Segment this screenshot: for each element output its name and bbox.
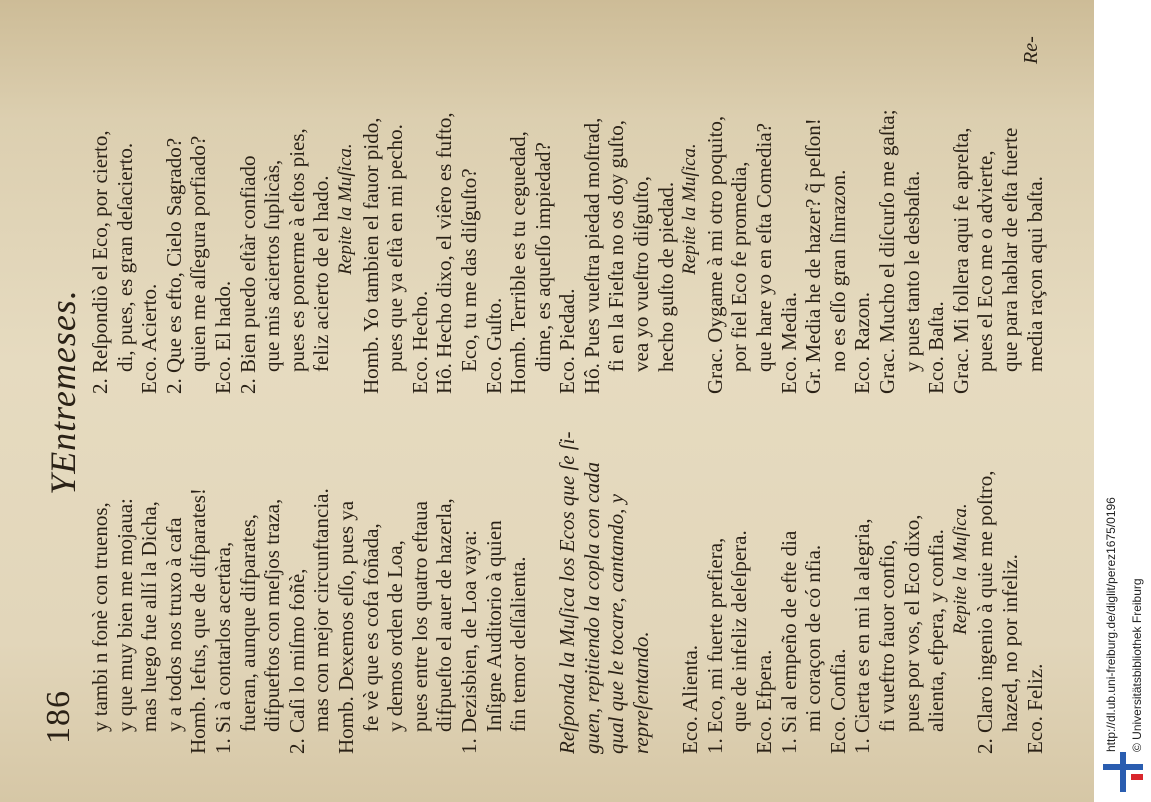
text-line: Homb. Dexemos eſſo, pues ya bbox=[333, 500, 358, 754]
text-line: Homb. Terrible es tu ceguedad, bbox=[506, 131, 531, 394]
text-line: 2. Claro ingenio à quie me poſtro, bbox=[973, 470, 998, 754]
page-header bbox=[10, 0, 100, 802]
text-line: pues que ya eſtà en mi pecho. bbox=[383, 124, 408, 372]
text-line: 1. Si al empeño de efte dia bbox=[776, 530, 801, 754]
text-line: Gr. Media he de hazer? q̃ peſſon! bbox=[801, 118, 826, 394]
text-line: vea yo vueſtro diſguſto, bbox=[629, 176, 654, 372]
text-line: Eco. Alienta. bbox=[678, 644, 703, 754]
text-line: 1. Eco, mi fuerte prefiera, bbox=[702, 537, 727, 754]
text-line: Eco. Confia. bbox=[825, 648, 850, 754]
left-text-column bbox=[88, 384, 1047, 754]
text-line: y pues tanto le desbaſta. bbox=[899, 170, 924, 372]
copyright-notice: © Universitätsbibliothek Freiburg bbox=[1130, 578, 1144, 752]
text-line: hecho guſto de piedad. bbox=[653, 181, 678, 372]
text-line: di, pues, es gran deſacierto. bbox=[112, 142, 137, 372]
text-line: Hô. Hecho dixo, el viêro es fufto, bbox=[432, 112, 457, 394]
text-line: pues entre los quatro eftaua bbox=[407, 501, 432, 732]
running-head: YEntremeses. bbox=[43, 289, 83, 495]
text-line: Eco. Acierto. bbox=[137, 283, 162, 394]
text-line: quien me aſſegura porfiado? bbox=[186, 135, 211, 372]
text-line: Grac. Oygame à mi otro poquito, bbox=[702, 115, 727, 394]
text-line: mi coraçon de có nfia. bbox=[801, 544, 826, 732]
text-line: Hô. Pues vueſtra piedad moſtrad, bbox=[579, 117, 604, 394]
text-line: pues por vos, el Eco dixo, bbox=[899, 514, 924, 732]
text-line: Eco. Media. bbox=[776, 291, 801, 394]
text-line: 1. Si à contarlos acertàra, bbox=[210, 541, 235, 754]
text-line: y a todos nos truxo à cafa bbox=[161, 517, 186, 732]
page-number: 186 bbox=[40, 690, 77, 744]
text-line: Repite la Muſica. bbox=[949, 503, 971, 635]
text-line: feliz acierto de el hado. bbox=[309, 175, 334, 372]
text-line: fi en la Fieſta no os doy guſto, bbox=[604, 120, 629, 372]
text-line: fe vè que es cofa foñada, bbox=[358, 523, 383, 732]
text-line: Homb. Yo tambien el fauor pido, bbox=[358, 117, 383, 394]
text-line: pues el Eco me o advierte, bbox=[973, 150, 998, 372]
text-line: Repite la Muſica. bbox=[679, 143, 701, 275]
text-line: Eco. Guſto. bbox=[481, 297, 506, 394]
text-line: que para hablar de eſta fuerte bbox=[997, 127, 1022, 372]
text-line: Eco. Hecho. bbox=[407, 290, 432, 394]
text-line: hazed, no por infeliz. bbox=[997, 554, 1022, 732]
text-line: y que muy bien me mojaua: bbox=[112, 498, 137, 732]
source-url[interactable]: http://dl.ub.uni-freiburg.de/diglit/perez1675/0196 bbox=[1104, 497, 1118, 752]
text-line: que hare yo en eſta Comedia? bbox=[752, 123, 777, 372]
text-line: Eco. Feliz. bbox=[1022, 663, 1047, 754]
text-line: Eco. Razon. bbox=[850, 291, 875, 394]
text-line: mas luego fue allí la Dicha, bbox=[137, 501, 162, 732]
text-line bbox=[531, 384, 556, 754]
text-line: mas con mejor circunftancia. bbox=[309, 488, 334, 732]
text-line: 2. Reſpondiò el Eco, por cierto, bbox=[88, 130, 112, 394]
text-line: que de infeliz deſeſpera. bbox=[727, 530, 752, 732]
text-line: Eco. Piedad. bbox=[555, 288, 580, 394]
library-logo-icon bbox=[1103, 752, 1143, 792]
text-line: y demos orden de Loa, bbox=[383, 540, 408, 732]
text-line: fin temor deſſalienta. bbox=[506, 556, 531, 732]
text-line: repreſentando. bbox=[629, 631, 654, 754]
text-line: Eco, tu me das diſguſto? bbox=[456, 168, 481, 372]
text-line: Eco. Baſta. bbox=[924, 301, 949, 394]
text-line bbox=[654, 384, 679, 754]
text-line: que mis aciertos ſuplicàs, bbox=[260, 159, 285, 372]
text-line: alienta, efpera, y confia. bbox=[924, 529, 949, 732]
catchword: Re- bbox=[1020, 36, 1042, 64]
text-line: y tambi n fonè con truenos, bbox=[88, 502, 112, 732]
text-line: Inſigne Auditorio à quien bbox=[481, 520, 506, 732]
right-text-column bbox=[88, 24, 1047, 394]
text-line: Reſponda la Muſica los Ecos que ſe ſi- bbox=[555, 431, 580, 754]
text-line: Homb. Iefus, que de difparates! bbox=[186, 488, 211, 754]
text-line: dime, es aqueſſo impiedad? bbox=[530, 142, 555, 372]
text-line: 2. Que es efto, Cielo Sagrado? bbox=[161, 137, 186, 394]
text-line: por fiel Eco fe promedia, bbox=[727, 161, 752, 372]
text-line: Grac. Mi follera aqui fe apreſta, bbox=[948, 127, 973, 394]
text-line: Grac. Mucho el diſcurſo me gaſta; bbox=[875, 109, 899, 394]
text-line: difpueftos con meſjos traza, bbox=[260, 498, 285, 732]
text-line: Repite la Muſica. bbox=[334, 143, 356, 275]
text-line: Eco. Efpera. bbox=[752, 649, 777, 754]
text-line: fueran, aunque difparates, bbox=[235, 513, 260, 732]
text-line: difpueſto el auer de hazerla, bbox=[432, 498, 457, 732]
text-line: no es eſſo gran ſinrazon. bbox=[825, 169, 850, 372]
text-line: 1. Cierta es en mi la alegria, bbox=[850, 518, 875, 754]
text-line: guen, repitiendo la copla con cada bbox=[579, 462, 604, 754]
text-line: 1. Dezisbien, de Loa vaya: bbox=[456, 530, 481, 754]
text-line: 2. Bien puedo eſtàr confiado bbox=[235, 155, 260, 394]
text-line: pues es ponerme à eſtos pies, bbox=[284, 128, 309, 372]
text-line: 2. Caſi lo miſmo foñè, bbox=[284, 568, 309, 754]
text-line: Eco. El hado. bbox=[210, 280, 235, 394]
text-line: fi vueftro fauor confio, bbox=[875, 539, 899, 732]
text-line: qual que le tocare, cantando, y bbox=[604, 494, 629, 754]
text-line: media raçon aqui baſta. bbox=[1022, 176, 1047, 372]
